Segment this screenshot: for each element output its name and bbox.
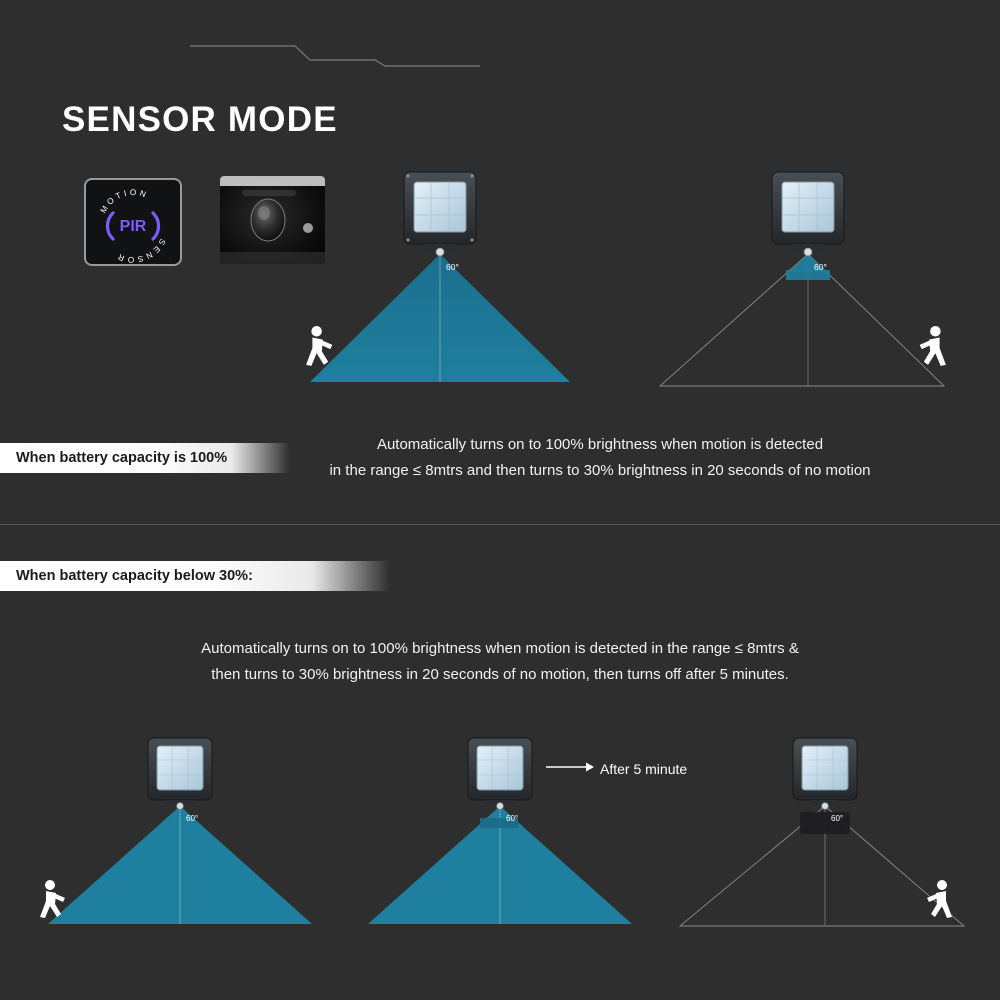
pir-badge-graphic — [87, 181, 179, 263]
page-title: SENSOR MODE — [62, 100, 338, 139]
top-description-line-1: Automatically turns on to 100% brightness when motion is detected — [376, 436, 824, 453]
sensor-unit-1-graphic — [290, 158, 590, 398]
walking-person-icon — [920, 326, 946, 366]
bottom-description-line-1: Automatically turns on to 100% brightness when motion is detected in the range ≤ 8mtrs & — [201, 640, 799, 657]
walking-person-icon — [927, 880, 952, 918]
sensor-unit-1 — [290, 158, 590, 398]
sensor-unit-2-graphic — [648, 158, 968, 398]
callout-battery-30-label: When battery capacity below 30%: — [16, 568, 253, 584]
section-divider — [0, 524, 1000, 525]
pir-motion-sensor-badge — [84, 178, 182, 266]
sensor-unit-3-graphic — [20, 728, 340, 944]
svg-text:60°: 60° — [446, 262, 459, 272]
bottom-description-line-2: then turns to 30% brightness in 20 seconds of no motion, then turns off after 5 minutes. — [211, 666, 789, 683]
callout-battery-100-label: When battery capacity is 100% — [16, 450, 228, 466]
svg-text:60°: 60° — [506, 814, 519, 823]
svg-text:MOTION: MOTION — [98, 187, 150, 215]
svg-text:SENSOR: SENSOR — [114, 237, 168, 263]
arrow-right-icon — [546, 760, 594, 774]
after-5-minute-label: After 5 minute — [600, 761, 688, 777]
decorative-line — [190, 38, 480, 68]
svg-text:60°: 60° — [814, 262, 827, 272]
top-description-line-2: in the range ≤ 8mtrs and then turns to 30% brightness in 20 seconds of no motion — [329, 462, 871, 479]
sensor-unit-3 — [20, 728, 340, 944]
svg-text:60°: 60° — [186, 814, 199, 823]
svg-text:PIR: PIR — [119, 218, 147, 235]
sensor-unit-5 — [660, 728, 990, 944]
callout-battery-30 — [0, 561, 390, 591]
sensor-unit-2 — [648, 158, 968, 398]
top-description — [240, 432, 960, 484]
bottom-description — [110, 636, 890, 688]
walking-person-icon — [306, 326, 332, 366]
svg-text:60°: 60° — [831, 814, 844, 823]
sensor-unit-5-graphic — [660, 728, 990, 944]
